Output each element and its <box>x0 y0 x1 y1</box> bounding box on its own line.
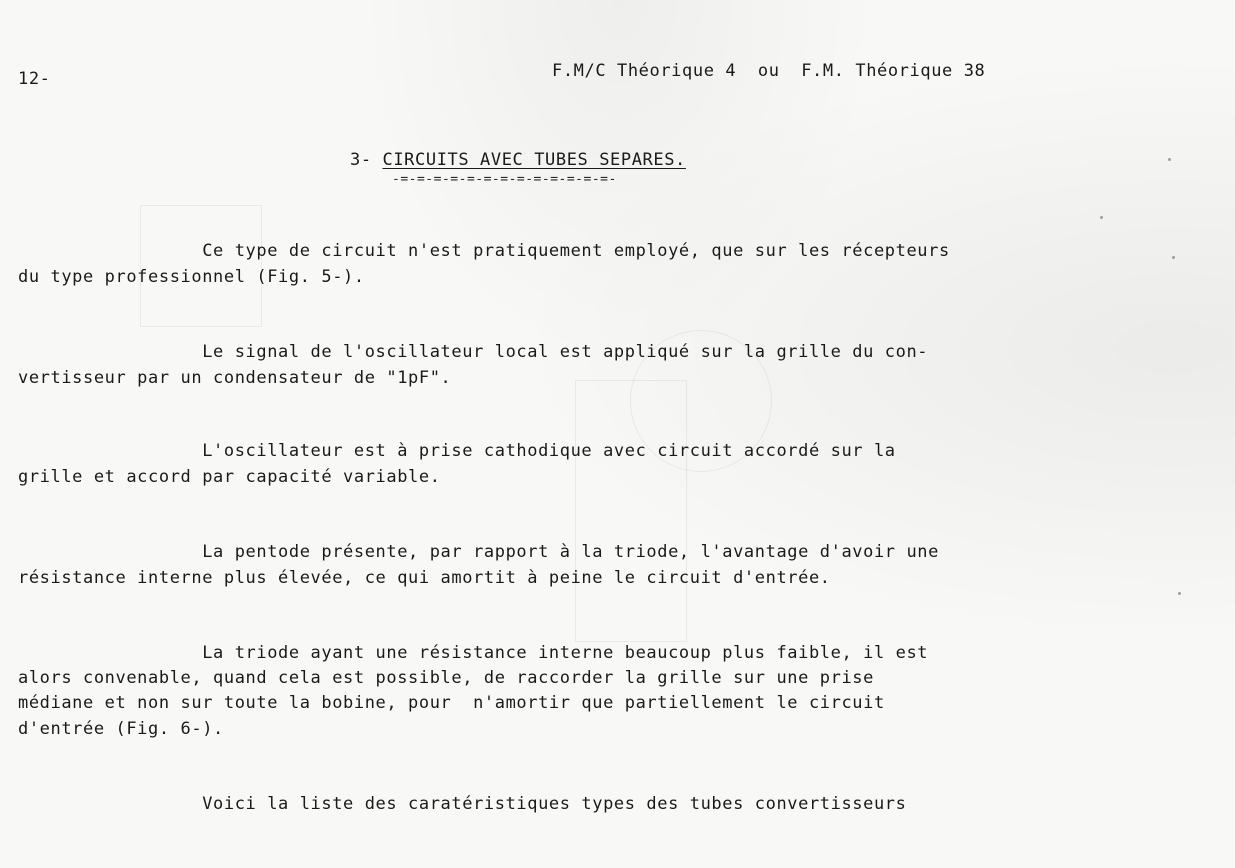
section-number: 3- <box>350 150 372 170</box>
section-title-double-underline: -=-=-=-=-=-=-=-=-=-=-=-=-=- <box>392 172 617 187</box>
speck <box>1172 256 1175 259</box>
speck <box>1100 216 1103 219</box>
paragraph-5-line-3: médiane et non sur toute la bobine, pour n'amortir que partiellement le circuit <box>18 693 885 713</box>
paragraph-1-line-1: Ce type de circuit n'est pratiquement employé, que sur les récepteurs <box>18 241 950 261</box>
page-number: 12- <box>18 69 51 89</box>
section-title: CIRCUITS AVEC TUBES SEPARES. <box>382 150 686 170</box>
paragraph-3-line-2: grille et accord par capacité variable. <box>18 467 441 487</box>
speck <box>1178 592 1181 595</box>
paragraph-2-line-1: Le signal de l'oscillateur local est appliqué sur la grille du con- <box>18 342 929 362</box>
paragraph-2-line-2: vertisseur par un condensateur de "1pF". <box>18 368 452 388</box>
paragraph-4-line-2: résistance interne plus élevée, ce qui amortit à peine le circuit d'entrée. <box>18 568 831 588</box>
bleed-through-frame <box>575 380 687 642</box>
paragraph-4-line-1: La pentode présente, par rapport à la triode, l'avantage d'avoir une <box>18 542 939 562</box>
section-heading <box>350 147 686 173</box>
document-reference: F.M/C Théorique 4 ou F.M. Théorique 38 <box>552 61 986 81</box>
paragraph-3-line-1: L'oscillateur est à prise cathodique avec circuit accordé sur la <box>18 441 896 461</box>
paragraph-5-line-1: La triode ayant une résistance interne beaucoup plus faible, il est <box>18 643 929 663</box>
speck <box>1168 158 1171 161</box>
paragraph-1-line-2: du type professionnel (Fig. 5-). <box>18 267 365 287</box>
paragraph-5-line-4: d'entrée (Fig. 6-). <box>18 719 224 739</box>
paragraph-5-line-2: alors convenable, quand cela est possible, de raccorder la grille sur une prise <box>18 668 874 688</box>
paragraph-6-line-1: Voici la liste des caratéristiques types des tubes convertisseurs <box>18 794 907 814</box>
